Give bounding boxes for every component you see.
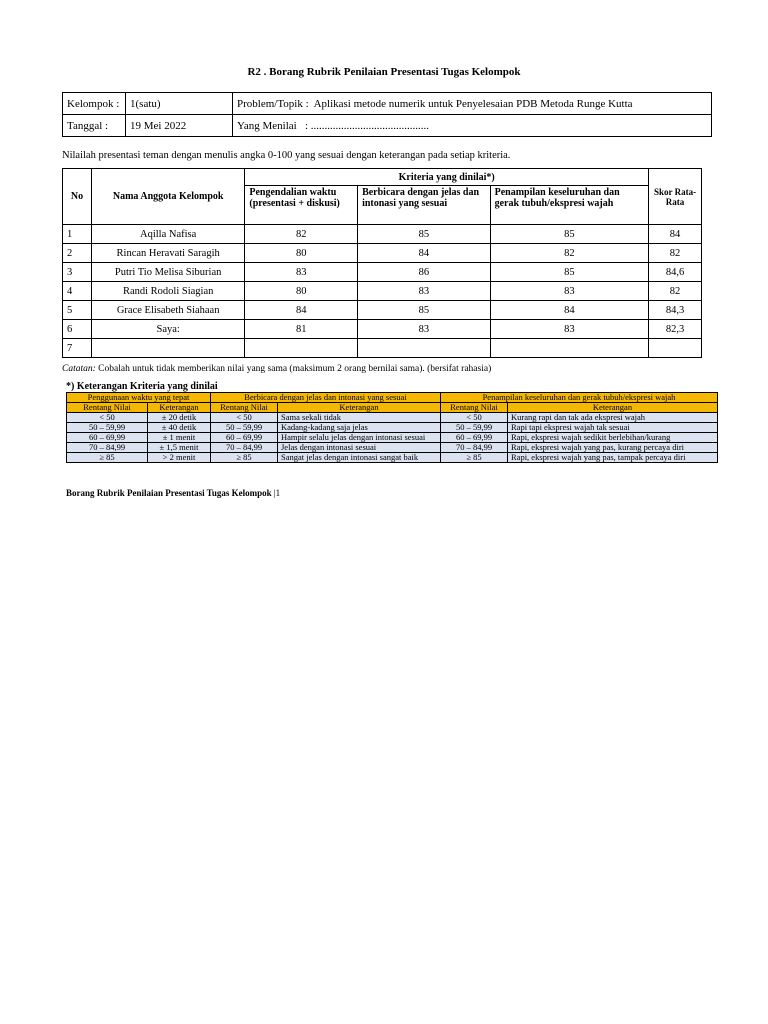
header-row-1 [63, 169, 702, 186]
cell-k1: 83 [245, 263, 358, 282]
document-title: R2 . Borang Rubrik Penilaian Presentasi Tugas Kelompok [247, 66, 521, 78]
legend-sub-keterangan: Keterangan [278, 403, 441, 413]
cell-skor: 84 [649, 225, 702, 244]
cell-k1: 84 [245, 301, 358, 320]
cell-k3: 84 [490, 301, 648, 320]
table-row [63, 244, 702, 263]
footer-title: Borang Rubrik Penilaian Presentasi Tugas Kelompok [66, 488, 272, 498]
cell-no: 2 [63, 244, 92, 263]
legend-keterangan: Jelas dengan intonasi sesuai [278, 443, 441, 453]
penilai-label: Yang Menilai [237, 119, 297, 132]
cell-nama: Rincan Heravati Saragih [91, 244, 244, 263]
legend-keterangan: Rapi, ekspresi wajah yang pas, kurang percaya diri [508, 443, 718, 453]
legend-group-row [67, 393, 718, 403]
header-k3: Penampilan keseluruhan dan gerak tubuh/ekspresi wajah [490, 186, 648, 225]
tanggal-label: Tanggal : [63, 115, 126, 137]
legend-rentang: 70 – 84,99 [67, 443, 148, 453]
cell-k3: 82 [490, 244, 648, 263]
legend-rentang: < 50 [67, 413, 148, 423]
legend-row [67, 413, 718, 423]
legend-rentang: 50 – 59,99 [67, 423, 148, 433]
cell-no: 6 [63, 320, 92, 339]
cell-skor: 84,3 [649, 301, 702, 320]
legend-keterangan: Hampir selalu jelas dengan intonasi sesuai [278, 433, 441, 443]
legend-rentang: 50 – 59,99 [441, 423, 508, 433]
cell-nama [91, 339, 244, 358]
cell-no: 5 [63, 301, 92, 320]
table-row [63, 263, 702, 282]
cell-no: 1 [63, 225, 92, 244]
legend-rentang: 70 – 84,99 [441, 443, 508, 453]
legend-keterangan: Kadang-kadang saja jelas [278, 423, 441, 433]
header-skor: Skor Rata-Rata [649, 169, 702, 225]
cell-skor: 84,6 [649, 263, 702, 282]
legend-keterangan: ± 1 menit [148, 433, 211, 443]
cell-no: 7 [63, 339, 92, 358]
cell-k3: 85 [490, 263, 648, 282]
penilai-value: : ........................................... [304, 119, 430, 132]
cell-k2: 84 [358, 244, 491, 263]
info-row-kelompok [63, 93, 712, 115]
legend-keterangan: Sangat jelas dengan intonasi sangat baik [278, 453, 441, 463]
legend-row [67, 433, 718, 443]
keterangan-title: *) Keterangan Kriteria yang dinilai [66, 381, 218, 392]
legend-subheader-row [67, 403, 718, 413]
cell-k2: 86 [358, 263, 491, 282]
cell-k3 [490, 339, 648, 358]
cell-nama: Putri Tio Melisa Siburian [91, 263, 244, 282]
table-row [63, 282, 702, 301]
header-nama: Nama Anggota Kelompok [91, 169, 244, 225]
problem-cell [233, 93, 712, 115]
legend-rentang: 50 – 59,99 [211, 423, 278, 433]
cell-k3: 83 [490, 320, 648, 339]
info-table [62, 92, 712, 137]
cell-skor: 82,3 [649, 320, 702, 339]
legend-group-berbicara: Berbicara dengan jelas dan intonasi yang sesuai [211, 393, 441, 403]
table-row [63, 320, 702, 339]
legend-sub-rentang: Rentang Nilai [211, 403, 278, 413]
cell-skor: 82 [649, 282, 702, 301]
catatan-label: Catatan: [62, 364, 96, 374]
cell-no: 4 [63, 282, 92, 301]
cell-k3: 85 [490, 225, 648, 244]
table-row [63, 301, 702, 320]
legend-row [67, 423, 718, 433]
header-k1: Pengendalian waktu (presentasi + diskusi) [245, 186, 358, 225]
assessment-table [62, 168, 702, 358]
legend-sub-keterangan: Keterangan [148, 403, 211, 413]
legend-keterangan: ± 1,5 menit [148, 443, 211, 453]
legend-rentang: 60 – 69,99 [67, 433, 148, 443]
criteria-legend-table [66, 392, 718, 463]
problem-label: Problem/Topik : [237, 97, 309, 110]
instruction-text: Nilailah presentasi teman dengan menulis angka 0-100 yang sesuai dengan keterangan pada setiap kriteria. [62, 150, 511, 161]
cell-k2: 83 [358, 320, 491, 339]
legend-rentang: 60 – 69,99 [441, 433, 508, 443]
page-footer [66, 488, 280, 498]
cell-nama: Randi Rodoli Siagian [91, 282, 244, 301]
cell-k2: 85 [358, 301, 491, 320]
cell-k2 [358, 339, 491, 358]
tanggal-value: 19 Mei 2022 [126, 115, 233, 137]
footer-page-number: |1 [273, 488, 281, 498]
cell-nama: Saya: [91, 320, 244, 339]
legend-keterangan: ± 20 detik [148, 413, 211, 423]
legend-keterangan: Rapi, ekspresi wajah yang pas, tampak percaya diri [508, 453, 718, 463]
legend-rentang: 70 – 84,99 [211, 443, 278, 453]
cell-k1: 80 [245, 282, 358, 301]
kelompok-label: Kelompok : [63, 93, 126, 115]
header-no: No [63, 169, 92, 225]
legend-rentang: ≥ 85 [211, 453, 278, 463]
legend-rentang: < 50 [211, 413, 278, 423]
cell-nama: Grace Elisabeth Siahaan [91, 301, 244, 320]
legend-keterangan: Kurang rapi dan tak ada ekspresi wajah [508, 413, 718, 423]
legend-keterangan: ± 40 detik [148, 423, 211, 433]
kelompok-value: 1(satu) [126, 93, 233, 115]
legend-keterangan: Rapi tapi ekspresi wajah tak sesuai [508, 423, 718, 433]
catatan-note [62, 364, 491, 374]
legend-keterangan: Sama sekali tidak [278, 413, 441, 423]
legend-sub-keterangan: Keterangan [508, 403, 718, 413]
cell-skor [649, 339, 702, 358]
info-row-tanggal [63, 115, 712, 137]
cell-no: 3 [63, 263, 92, 282]
cell-k1: 80 [245, 244, 358, 263]
legend-sub-rentang: Rentang Nilai [67, 403, 148, 413]
cell-k2: 85 [358, 225, 491, 244]
table-row [63, 225, 702, 244]
cell-k1: 82 [245, 225, 358, 244]
legend-rentang: 60 – 69,99 [211, 433, 278, 443]
catatan-text: Cobalah untuk tidak memberikan nilai yang sama (maksimum 2 orang bernilai sama). (bersifat rahasia) [98, 364, 492, 374]
legend-sub-rentang: Rentang Nilai [441, 403, 508, 413]
cell-k1: 81 [245, 320, 358, 339]
problem-value: Aplikasi metode numerik untuk Penyelesaian PDB Metoda Runge Kutta [313, 97, 633, 110]
legend-rentang: < 50 [441, 413, 508, 423]
legend-keterangan: Rapi, ekspresi wajah sedikit berlebihan/kurang [508, 433, 718, 443]
legend-rentang: ≥ 85 [441, 453, 508, 463]
cell-skor: 82 [649, 244, 702, 263]
legend-row [67, 453, 718, 463]
legend-rentang: ≥ 85 [67, 453, 148, 463]
header-kriteria: Kriteria yang dinilai*) [245, 169, 649, 186]
penilai-cell [233, 115, 712, 137]
cell-nama: Aqilla Nafisa [91, 225, 244, 244]
legend-row [67, 443, 718, 453]
table-row [63, 339, 702, 358]
legend-group-waktu: Penggunaan waktu yang tepat [67, 393, 211, 403]
header-k2: Berbicara dengan jelas dan intonasi yang sesuai [358, 186, 491, 225]
cell-k1 [245, 339, 358, 358]
cell-k2: 83 [358, 282, 491, 301]
cell-k3: 83 [490, 282, 648, 301]
legend-group-penampilan: Penampilan keseluruhan dan gerak tubuh/ekspresi wajah [441, 393, 718, 403]
legend-keterangan: > 2 menit [148, 453, 211, 463]
